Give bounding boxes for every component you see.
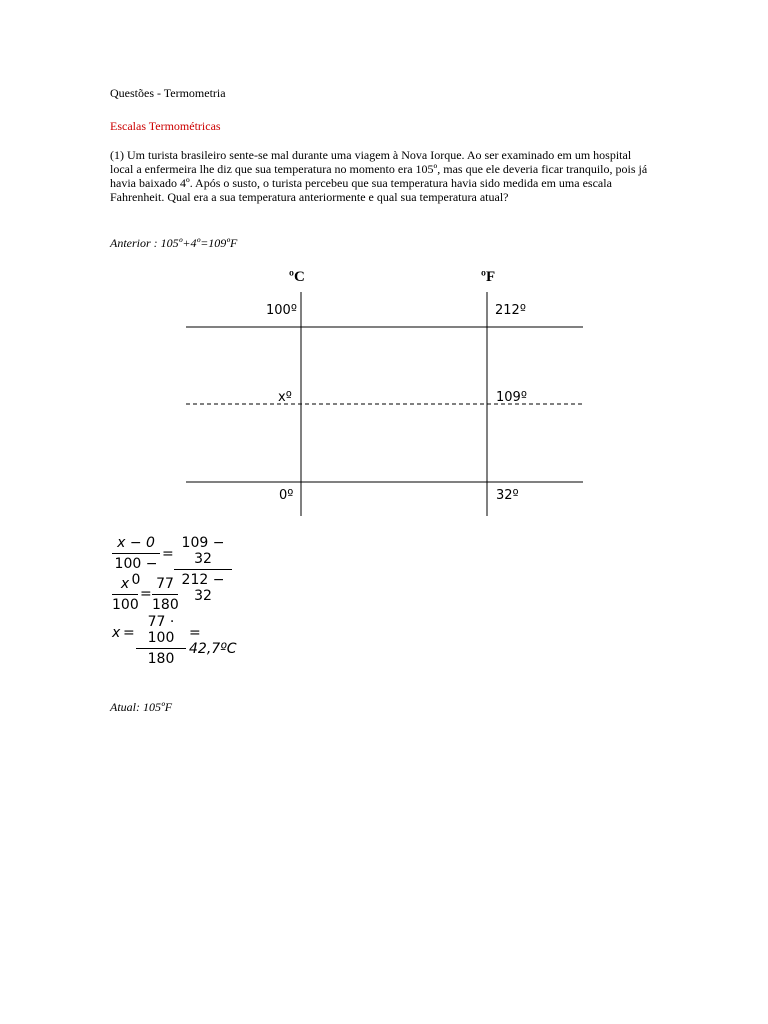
- fahrenheit-bottom-value: 32º: [496, 488, 519, 503]
- celsius-mid-value: xº: [278, 390, 292, 405]
- fahrenheit-mid-value: 109º: [496, 390, 527, 405]
- document-title: Questões - Termometria: [110, 86, 226, 100]
- eq2-right-numerator: 77: [156, 576, 174, 592]
- celsius-label: ºC: [289, 269, 305, 285]
- fahrenheit-label: ºF: [481, 269, 496, 285]
- eq2-equals: =: [140, 586, 152, 602]
- eq3-lhs: x: [112, 625, 121, 641]
- fahrenheit-top-value: 212º: [495, 303, 526, 318]
- section-heading: Escalas Termométricas: [110, 119, 221, 133]
- eq3-numerator: 77 · 100: [147, 614, 175, 646]
- eq3-denominator: 180: [147, 651, 175, 667]
- eq1-right-fraction: [174, 535, 232, 604]
- eq3-result: = 42,7ºC: [189, 625, 237, 657]
- answer-atual: Atual: 105ºF: [110, 700, 173, 714]
- eq2-right-fraction: [152, 576, 178, 613]
- celsius-bottom-value: 0º: [279, 488, 294, 503]
- eq1-equals: =: [162, 546, 174, 562]
- eq3-equals: =: [123, 625, 135, 641]
- celsius-top-value: 100º: [266, 303, 297, 318]
- eq2-left-fraction: [112, 576, 138, 613]
- eq1-left-numerator: x − 0: [117, 535, 155, 551]
- question-text: (1) Um turista brasileiro sente-se mal durante uma viagem à Nova Iorque. Ao ser examinado em um hospital local a enfermeira lhe diz que sua temperatura no momento era 105º, mas que ele deveria ficar tranquilo, pois já havia baixado 4º. Após o susto, o turista percebeu que sua temperatura havia sido medida em uma escala Fahrenheit. Qual era a sua temperatura anteriormente e qual sua temperatura atual?: [110, 148, 648, 204]
- eq1-right-numerator: 109 − 32: [181, 535, 225, 567]
- eq2-left-denominator: 100: [112, 597, 139, 613]
- answer-anterior: Anterior : 105º+4º=109ºF: [110, 236, 238, 250]
- eq3-fraction: [136, 614, 186, 667]
- eq1-left-denominator: 100 − 0: [114, 556, 158, 588]
- eq2-left-numerator: x: [120, 576, 130, 592]
- eq1-right-denominator: 212 − 32: [181, 572, 225, 604]
- eq2-right-denominator: 180: [152, 597, 179, 613]
